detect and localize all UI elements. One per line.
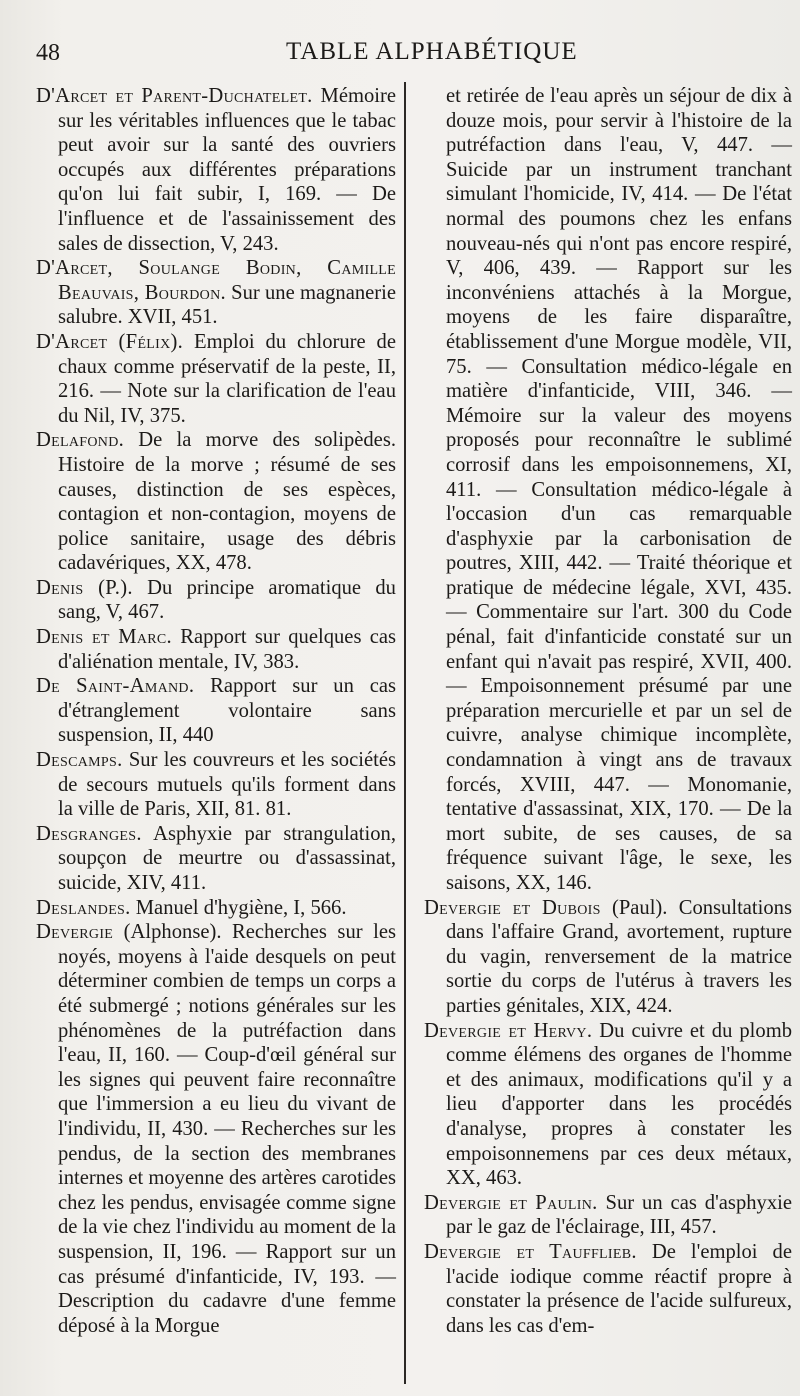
index-entry <box>36 674 396 748</box>
entry-author: De Saint-Amand. <box>36 675 195 698</box>
index-entry <box>36 330 396 428</box>
index-entry <box>36 748 396 822</box>
entry-author: Devergie et Paulin. <box>424 1191 598 1214</box>
index-entry <box>424 1240 792 1338</box>
index-entry <box>36 920 396 1338</box>
entry-author: Devergie et Taufflieb. <box>424 1240 637 1263</box>
index-entry <box>36 256 396 330</box>
index-entry <box>424 1019 792 1191</box>
entry-text: Sur un cas d'asphyxie par le gaz de l'éclairage, III, 457. <box>446 1191 792 1239</box>
entry-author: D'Arcet (Félix). <box>36 330 184 353</box>
entry-text: Sur une magnanerie salubre. XVII, 451. <box>58 281 396 329</box>
entry-author: D'Arcet et Parent-Duchatelet. <box>36 85 313 107</box>
entry-author: Devergie et Dubois <box>424 896 601 919</box>
entry-text: Du cuivre et du plomb comme élémens des organes de l'homme et des animaux, modifications qu'il y a lieu d'apporter dans les procédés d'analyse, propres à constater les empoisonnemens par ces deux métaux, XX, 463. <box>446 1019 793 1190</box>
entry-text: Sur les couvreurs et les sociétés de secours mutuels qu'ils forment dans la ville de Paris, XII, 81. 81. <box>58 749 396 821</box>
running-head: TABLE ALPHABÉTIQUE <box>286 38 578 65</box>
index-entry <box>424 1191 792 1240</box>
entry-text: (Alphonse). Recherches sur les noyés, moyens à l'aide desquels on peut déterminer combien de temps un corps a été submergé ; notions générales sur les phénomènes de la putréfaction dans l'eau, II, 160. — Coup-d'œil général sur les signes qui peuvent faire reconnaître que l'immersion a eu lieu du vivant de l'individu, II, 430. — Recherches sur les pendus, de la section des membranes internes et moyenne des artères carotides chez les pendus, envisagée comme signe de la vie chez l'individu au moment de la suspension, II, 196. — Rapport sur un cas présumé d'infanticide, IV, 193. — Description du cadavre d'une femme déposé à la Morgue <box>58 921 396 1337</box>
entry-author: Denis (P.). <box>36 576 133 599</box>
entry-author: Devergie et Hervy. <box>424 1019 593 1042</box>
entry-text: Mémoire sur les véritables influences que le tabac peut avoir sur la santé des ouvriers occupés aux différentes préparations qu'on lui fait subir, I, 169. — De l'influence et de l'assainissement des sales de dissection, V, 243. <box>58 85 396 255</box>
right-column <box>424 84 792 1338</box>
entry-author: Descamps. <box>36 749 123 772</box>
index-entry <box>36 428 396 576</box>
column-divider <box>404 82 406 1384</box>
entry-text: De la morve des solipèdes. Histoire de la morve ; résumé de ses causes, distinction de ses espèces, contagion et non-contagion, moyens de police sanitaire, usage des débris cadavériques, XX, 478. <box>58 429 396 575</box>
entry-author: Delafond. <box>36 429 125 452</box>
entry-text: Rapport sur un cas d'étranglement volontaire sans suspension, II, 440 <box>58 675 396 747</box>
entry-author: Desgranges. <box>36 822 142 845</box>
index-entry <box>36 822 396 896</box>
entry-text: Du principe aromatique du sang, V, 467. <box>58 576 396 624</box>
entry-author: Devergie <box>36 921 114 944</box>
page-number: 48 <box>36 40 60 66</box>
index-entry-continued <box>424 84 792 896</box>
index-entry <box>36 896 396 921</box>
entry-text: et retirée de l'eau après un séjour de dix à douze mois, pour servir à l'histoire de la putréfaction dans l'eau, V, 447. — Suicide par un instrument tranchant simulant l'homicide, IV, 414. — De l'état normal des poumons chez les enfans nouveau-nés qui n'ont pas encore respiré, V, 406, 439. — Rapport sur les inconvéniens attachés à la Morgue, moyens de les faire disparaître, établissement d'une Morgue modèle, VII, 75. — Consultation médico-légale en matière d'infanticide, VIII, 346. — Mémoire sur la valeur des moyens proposés pour reconnaître le sublimé corrosif dans les empoisonnemens, XI, 411. — Consultation médico-légale à l'occasion d'un cas remarquable d'asphyxie par la carbonisation de poutres, XIII, 442. — Traité théorique et pratique de médecine légale, XVI, 435. — Commentaire sur l'art. 300 du Code pénal, fait d'infanticide constaté sur un enfant qui n'avait pas respiré, XVII, 400. — Empoisonnement présumé par une préparation mercurielle et par un sel de cuivre, analyse chimique incomplète, condamnation à vingt ans de travaux forcés, XVIII, 447. — Monomanie, tentative d'assassinat, XIX, 170. — De la mort subite, de ses causes, de sa fréquence suivant l'âge, le sexe, les saisons, XX, 146. <box>446 85 792 894</box>
entry-author: Denis et Marc. <box>36 626 173 649</box>
entry-text: Manuel d'hygiène, I, 566. <box>130 896 347 919</box>
entry-text: (Paul). Consultations dans l'affaire Grand, avortement, rupture du vagin, renversement de la matrice sortie du corps de l'utérus à travers les parties génitales, XIX, 424. <box>446 896 792 1017</box>
index-entry <box>36 576 396 625</box>
index-entry <box>36 84 396 256</box>
entry-author: D'Arcet, Soulange Bodin, Camille Beauvais, Bourdon. <box>36 257 396 304</box>
left-column <box>36 84 396 1338</box>
entry-text: Emploi du chlorure de chaux comme préservatif de la peste, II, 216. — Note sur la clarification de l'eau du Nil, IV, 375. <box>58 330 396 427</box>
entry-author: Deslandes. <box>36 896 131 919</box>
entry-text: Rapport sur quelques cas d'aliénation mentale, IV, 383. <box>58 626 396 673</box>
index-entry <box>424 896 792 1019</box>
page-header <box>36 34 784 68</box>
index-entry <box>36 625 396 674</box>
entry-text: Asphyxie par strangulation, soupçon de meurtre ou d'assassinat, suicide, XIV, 411. <box>58 822 396 894</box>
entry-text: De l'emploi de l'acide iodique comme réactif propre à constater la présence de l'acide sulfureux, dans les cas d'em- <box>446 1240 792 1337</box>
